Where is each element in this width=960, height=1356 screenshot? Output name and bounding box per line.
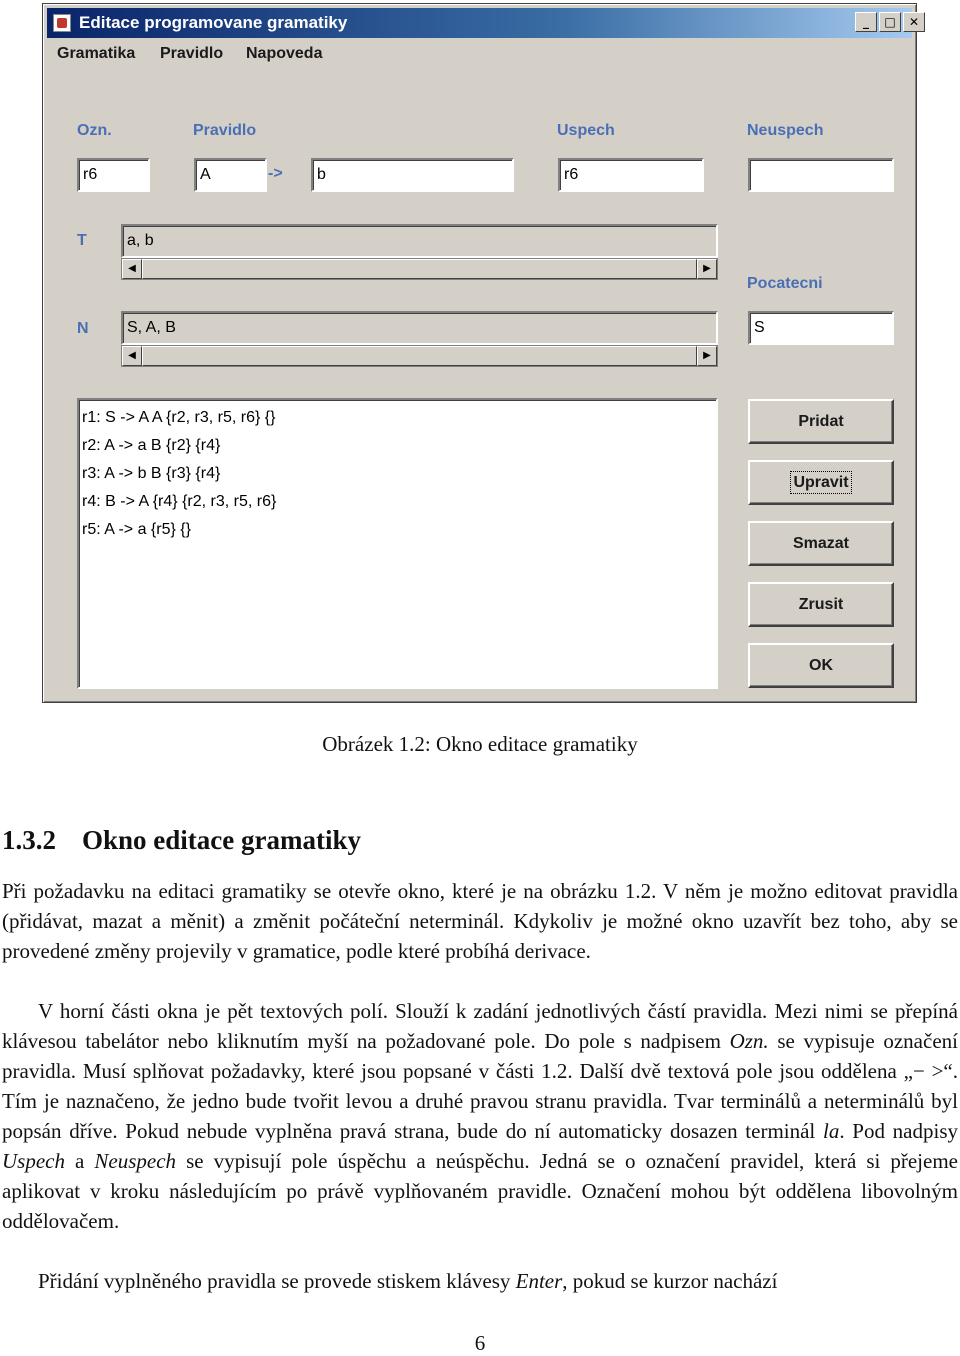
section-title: Okno editace gramatiky [82,825,361,855]
smazat-button[interactable] [748,521,894,566]
close-button[interactable]: ✕ [903,12,925,32]
window-title: Editace programovane gramatiky [79,13,348,32]
paragraph-text [2,1266,958,1296]
rules-list[interactable] [77,398,718,689]
java-app-icon [53,14,71,32]
menu-pravidlo[interactable]: Pravidlo [160,45,224,62]
smazat-label: Smazat [792,535,850,552]
list-item[interactable]: r5: A -> a {r5} {} [82,521,191,538]
nonterminals-field[interactable]: S, A, B [121,311,718,345]
minimize-button[interactable]: _ [855,12,877,32]
list-item[interactable]: r4: B -> A {r4} {r2, r3, r5, r6} [82,493,277,510]
menu-napoveda[interactable]: Napoveda [246,45,323,62]
scroll-right-icon[interactable]: ▶ [697,259,717,279]
pravidlo-label: Pravidlo [193,122,257,139]
pocatecni-label: Pocatecni [747,275,823,292]
text-run: V horní části okna je pět textových polí. Slouží k zadání jednotlivých částí pravidla. Mezi nimi se přepíná klávesou tabelátor nebo kliknutím myší na požadované pole. Do pole s nadpisem [2,999,958,1053]
upravit-label: Upravit [793,474,849,491]
text-run: a [64,1149,95,1173]
text-run: se vypisuje označení pravidla. Musí splňovat požadavky, které jsou popsané v části 1.2. Další dvě textová pole jsou oddělena „ [2,1029,958,1083]
neuspech-label: Neuspech [747,122,824,139]
neuspech-field[interactable] [748,158,894,192]
nonterminals-scrollbar[interactable] [121,345,718,367]
uspech-field[interactable]: r6 [558,158,704,192]
paragraph-text: Při požadavku na editaci gramatiky se otevře okno, které je na obrázku 1.2. V něm je možno editovat pravidla (přidávat, mazat a měnit) a změnit počáteční neterminál. Kdykoliv je možné okno uzavřít bez toho, aby se provedené změny projevily v gramatice, podle které probíhá derivace. [2,879,958,963]
rule-arrow: -> [268,165,283,182]
ozn-field[interactable]: r6 [77,158,150,192]
text-run: “. Tím je naznačeno, že jedno bude tvořit levou a druhé pravou stranu pravidla. Tvar terminálů a neterminálů byl popsán dříve. Pokud nebude vyplněna pravá strana, bude do ní automaticky dosazen terminál [2,1059,958,1143]
terminals-field[interactable]: a, b [121,224,718,258]
page-number: 6 [474,1331,486,1355]
list-item[interactable]: r3: A -> b B {r3} {r4} [82,465,221,482]
rule-left-field[interactable]: A [194,158,267,192]
menu-gramatika[interactable]: Gramatika [57,45,136,62]
pocatecni-field[interactable]: S [748,311,894,345]
pridat-button[interactable] [748,399,894,444]
text-run: Přidání vyplněného pravidla se provede stiskem klávesy [38,1269,516,1293]
menu-bar [47,40,912,70]
text-run-italic: Neuspech [94,1149,177,1173]
zrusit-label: Zrusit [798,596,844,613]
paragraph-1 [2,876,958,966]
ok-button[interactable] [748,643,894,688]
text-run-italic: Uspech [2,1149,65,1173]
text-run-italic: la [822,1119,840,1143]
paragraph-text [2,996,958,1236]
n-label: N [77,320,89,337]
title-bar[interactable] [47,8,920,38]
maximize-button[interactable]: □ [879,12,901,32]
scroll-left-icon[interactable]: ◀ [122,346,142,366]
text-run: , pokud se kurzor nachází [562,1269,778,1293]
uspech-label: Uspech [557,122,615,139]
section-number: 1.3.2 [2,825,56,855]
paragraph-3 [2,1266,958,1296]
scroll-thumb[interactable] [142,259,697,279]
text-run: . Pod nadpisy [839,1119,958,1143]
list-item[interactable]: r2: A -> a B {r2} {r4} [82,437,221,454]
text-run: se vypisují pole úspěchu a neúspěchu. Jedná se o označení pravidel, která si přejeme aplikovat v kroku následujícím po právě vyplňovaném pravidle. Označení mohou být oddělena libovolným oddělovačem. [2,1149,958,1233]
scroll-left-icon[interactable]: ◀ [122,259,142,279]
ozn-label: Ozn. [77,122,112,139]
text-run-italic: Ozn. [729,1029,769,1053]
upravit-button[interactable] [748,460,894,505]
scroll-thumb[interactable] [142,346,697,366]
paragraph-2 [2,996,958,1236]
ok-label: OK [809,657,833,674]
rule-right-field[interactable]: b [311,158,514,192]
zrusit-button[interactable] [748,582,894,627]
text-run-italic: Enter [515,1269,563,1293]
pridat-label: Pridat [798,413,844,430]
section-heading [2,825,361,856]
scroll-right-icon[interactable]: ▶ [697,346,717,366]
text-run: − > [912,1059,944,1083]
figure-caption: Obrázek 1.2: Okno editace gramatiky [322,732,638,756]
list-item[interactable]: r1: S -> A A {r2, r3, r5, r6} {} [82,409,276,426]
terminals-scrollbar[interactable] [121,258,718,280]
t-label: T [77,232,87,249]
